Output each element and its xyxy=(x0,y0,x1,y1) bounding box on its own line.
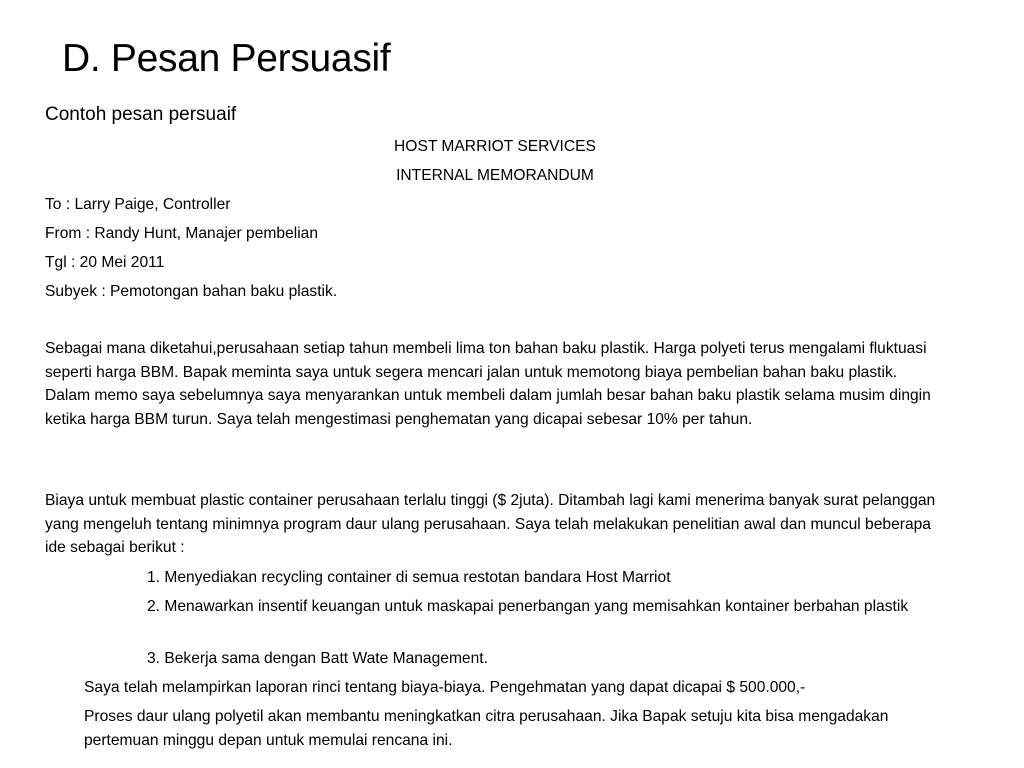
memo-closing-1: Saya telah melampirkan laporan rinci tentang biaya-biaya. Pengehmatan yang dapat dicapai $ 500.000,- xyxy=(84,679,806,696)
page-title: D. Pesan Persuasif xyxy=(62,37,391,80)
memo-closing-2: Proses daur ulang polyetil akan membantu meningkatkan citra perusahaan. Jika Bapak setuju kita bisa mengadakan pertemuan minggu depan untuk memulai rencana ini. xyxy=(84,708,889,749)
memo-from: From : Randy Hunt, Manajer pembelian xyxy=(45,225,319,242)
memo-company: HOST MARRIOT SERVICES xyxy=(394,138,596,155)
memo-date: Tgl : 20 Mei 2011 xyxy=(45,254,165,271)
idea-item-2: 2. Menawarkan insentif keuangan untuk maskapai penerbangan yang memisahkan kontainer berbahan plastik xyxy=(147,598,909,615)
slide-subtitle: Contoh pesan persuaif xyxy=(45,104,237,125)
memo-to: To : Larry Paige, Controller xyxy=(45,196,231,213)
memo-subject: Subyek : Pemotongan bahan baku plastik. xyxy=(45,283,338,300)
memo-paragraph-2: Biaya untuk membuat plastic container perusahaan terlalu tinggi ($ 2juta). Ditambah lagi kami menerima banyak surat pelanggan yang mengeluh tentang minimnya program daur ulang perusahaan. Saya telah melakukan penelitian awal dan muncul beberapa ide sebagai berikut : xyxy=(45,492,936,556)
memo-doc-type: INTERNAL MEMORANDUM xyxy=(396,167,594,184)
idea-item-1: 1. Menyediakan recycling container di semua restotan bandara Host Marriot xyxy=(147,569,671,586)
memo-paragraph-1: Sebagai mana diketahui,perusahaan setiap tahun membeli lima ton bahan baku plastik. Harga polyeti terus mengalami fluktuasi seperti harga BBM. Bapak meminta saya untuk segera mencari jalan untuk memotong biaya pembelian bahan baku plastik. Dalam memo saya sebelumnya saya menyarankan untuk membeli dalam jumlah besar bahan baku plastik selama musim dingin ketika harga BBM turun. Saya telah mengestimasi penghematan yang dicapai sebesar 10% per tahun. xyxy=(45,340,931,428)
idea-item-3: 3. Bekerja sama dengan Batt Wate Management. xyxy=(147,650,488,667)
